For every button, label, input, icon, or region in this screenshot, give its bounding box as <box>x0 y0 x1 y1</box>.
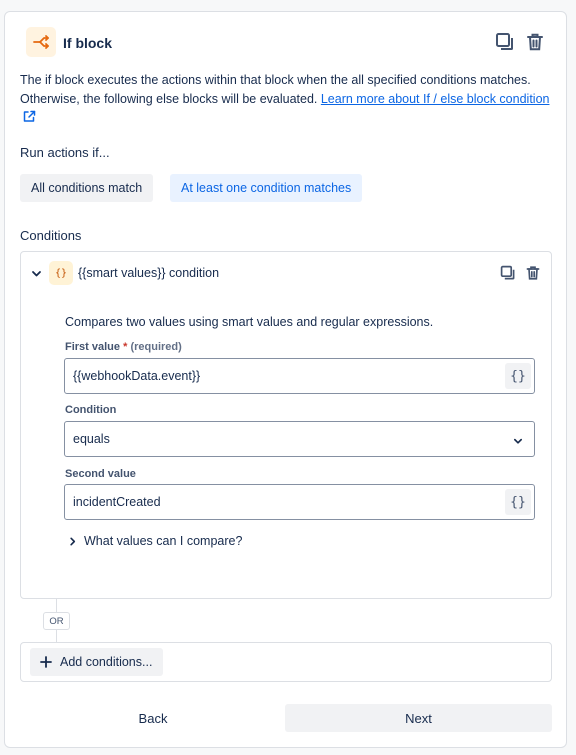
first-value-input[interactable] <box>64 358 535 394</box>
smart-value-button[interactable]: {} <box>505 489 531 515</box>
first-value-label <box>65 341 182 353</box>
block-title: If block <box>63 35 113 51</box>
description-text: The if block executes the actions within that block when the all specified conditions matches. Otherwise, the following else blocks will be evaluated. <box>20 73 531 106</box>
first-value-label-text: First value <box>65 341 121 353</box>
or-separator: OR <box>43 612 70 630</box>
learn-more-link[interactable]: Learn more about If / else block condition <box>320 91 550 106</box>
first-value-text: {{webhookData.event}} <box>73 369 201 383</box>
smart-values-icon: {} <box>49 261 73 285</box>
connector-line <box>56 599 57 612</box>
trash-icon[interactable] <box>524 31 546 53</box>
duplicate-icon[interactable] <box>500 265 516 281</box>
plus-icon <box>40 656 52 668</box>
all-conditions-option[interactable]: All conditions match <box>20 174 153 202</box>
second-value-label: Second value <box>65 468 136 480</box>
condition-selected-value: equals <box>73 432 110 446</box>
any-condition-option[interactable]: At least one condition matches <box>170 174 362 202</box>
trash-icon[interactable] <box>525 265 541 281</box>
back-button[interactable]: Back <box>138 710 168 726</box>
required-text: (required) <box>130 341 182 353</box>
chevron-down-icon[interactable] <box>31 267 42 282</box>
header-actions <box>494 31 546 53</box>
chevron-down-icon <box>513 435 523 449</box>
block-description <box>20 71 550 129</box>
external-link-icon[interactable] <box>23 110 36 129</box>
compare-help-text: What values can I compare? <box>84 534 243 548</box>
compare-help-toggle[interactable] <box>68 534 242 548</box>
condition-title: {{smart values}} condition <box>78 266 220 280</box>
second-value-input[interactable] <box>64 484 535 520</box>
second-value-text: incidentCreated <box>73 495 161 509</box>
condition-label: Condition <box>65 404 117 416</box>
condition-card <box>20 251 552 599</box>
add-conditions-label: Add conditions... <box>60 655 153 669</box>
required-mark: * <box>123 341 128 353</box>
duplicate-icon[interactable] <box>494 31 516 53</box>
condition-description: Compares two values using smart values and regular expressions. <box>65 315 434 329</box>
condition-actions <box>500 265 541 281</box>
smart-value-button[interactable]: {} <box>505 363 531 389</box>
condition-select[interactable] <box>64 421 535 457</box>
conditions-label: Conditions <box>20 228 82 243</box>
chevron-right-icon <box>68 537 77 546</box>
add-conditions-button[interactable] <box>30 648 163 676</box>
if-block-panel <box>4 11 567 748</box>
connector-line <box>56 630 57 642</box>
run-actions-label: Run actions if... <box>20 145 110 160</box>
add-conditions-card <box>20 642 552 682</box>
branch-icon <box>26 27 56 57</box>
panel-header <box>26 27 546 61</box>
next-button[interactable]: Next <box>285 704 552 732</box>
